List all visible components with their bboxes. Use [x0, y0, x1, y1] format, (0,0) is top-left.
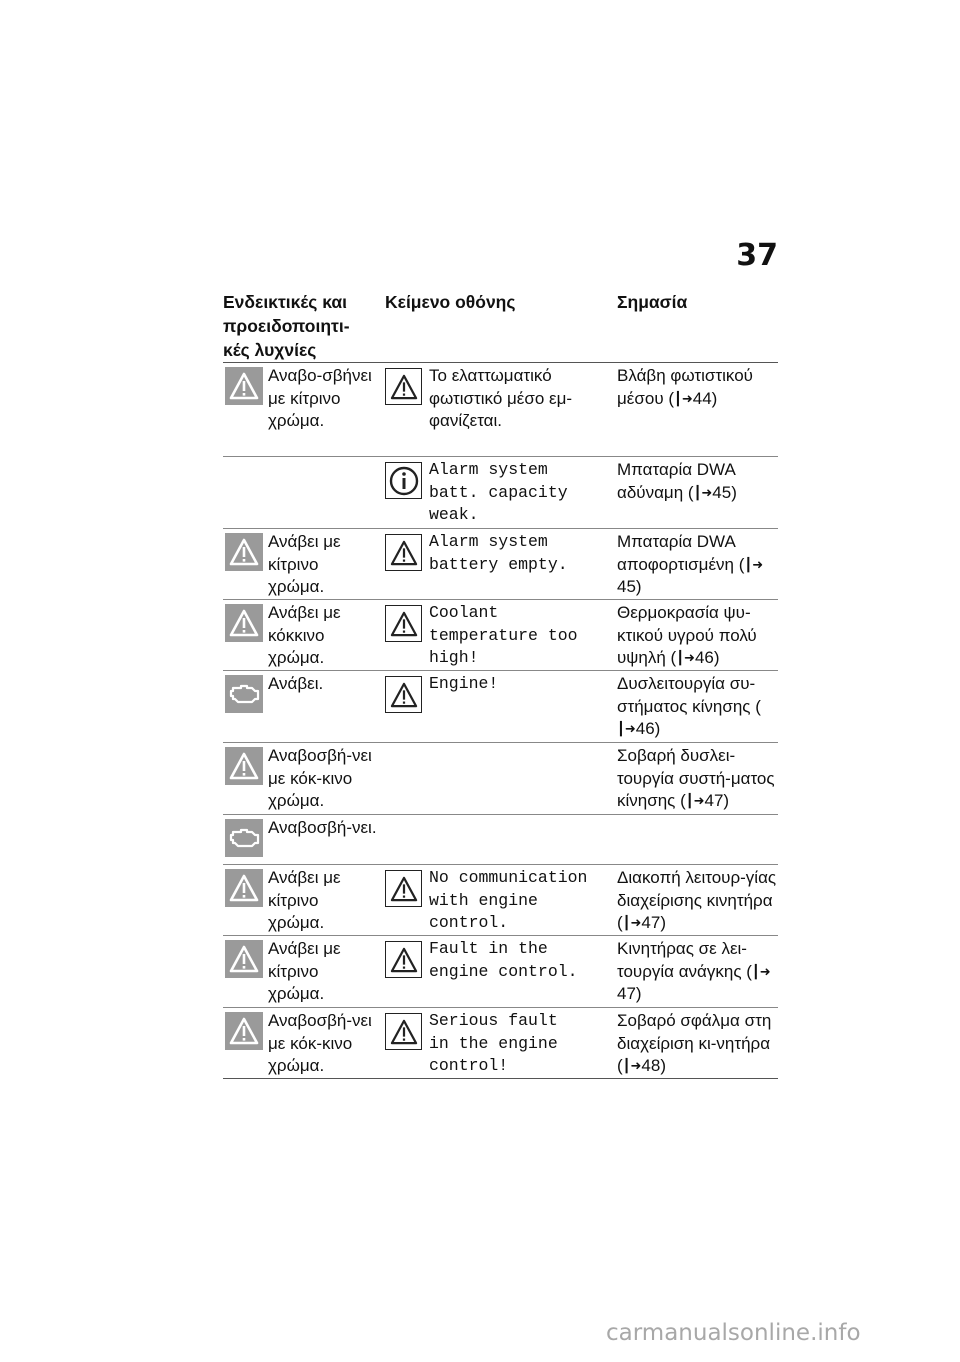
page-reference-link[interactable]: 45): [617, 577, 642, 596]
page-number: 37: [736, 238, 778, 273]
meaning-text: [617, 938, 777, 1006]
meaning-text: [617, 459, 777, 504]
warning-triangle-icon: [225, 604, 263, 642]
lamp-description: Αναβοσβή-νει με κόκ-κινο χρώμα.: [268, 746, 372, 810]
display-text: Το ελαττωματικό φωτιστικό μέσο εμ-φανίζεται.: [429, 366, 573, 430]
table-row: [223, 599, 778, 670]
display-text: Engine!: [429, 674, 499, 693]
warning-triangle-icon: [385, 941, 422, 978]
page-reference-link[interactable]: 44): [692, 388, 718, 408]
indicator-table: [223, 290, 778, 1079]
lamp-description: Ανάβει με κόκκινο χρώμα.: [268, 603, 341, 667]
page-reference-arrow-icon: ┃➜: [676, 650, 695, 665]
table-row: [223, 814, 778, 864]
display-text: Coolant temperature too high!: [429, 603, 578, 667]
page-reference-arrow-icon: ┃➜: [622, 915, 642, 930]
display-text: Serious fault in the engine control!: [429, 1011, 558, 1075]
page-reference-arrow-icon: ┃➜: [685, 793, 705, 808]
info-icon: [385, 462, 422, 499]
meaning-label: Μπαταρία DWA αποφορτισμένη (: [617, 532, 745, 574]
engine-icon: [225, 675, 263, 713]
meaning-label: Διακοπή λειτουρ-γίας διαχείρισης κινητήρα (: [617, 868, 777, 932]
warning-triangle-icon: [385, 368, 422, 405]
page-reference-link[interactable]: 47): [617, 984, 642, 1003]
meaning-label: Δυσλειτουργία συ-στήματος κίνησης (: [617, 674, 761, 716]
warning-triangle-icon: [385, 1013, 422, 1050]
meaning-text: [617, 867, 777, 935]
table-row: [223, 362, 778, 456]
lamp-description: Ανάβει με κίτρινο χρώμα.: [268, 868, 341, 932]
meaning-text: [617, 745, 777, 813]
table-row: [223, 864, 778, 935]
meaning-label: Κινητήρας σε λει-τουργία ανάγκης (: [617, 939, 752, 981]
lamp-description: Ανάβει με κίτρινο χρώμα.: [268, 532, 341, 596]
page-reference-link[interactable]: 47): [704, 791, 730, 810]
lamp-description: Αναβοσβή-νει.: [268, 818, 377, 837]
page-reference-link[interactable]: 46): [694, 648, 720, 667]
column-header-display-text: Κείμενο οθόνης: [385, 292, 516, 312]
page-reference-arrow-icon: ┃➜: [751, 963, 771, 979]
lamp-description: Ανάβει με κίτρινο χρώμα.: [268, 939, 341, 1003]
meaning-text: [617, 365, 777, 410]
lamp-description: Αναβοσβή-νει με κόκ-κινο χρώμα.: [268, 1011, 372, 1075]
table-header: [223, 290, 778, 362]
warning-triangle-icon: [225, 869, 263, 907]
table-row: [223, 456, 778, 528]
meaning-label: Θερμοκρασία ψυ-κτικού υγρού πολύ υψηλή (: [617, 603, 757, 667]
display-text: No communication with engine control.: [429, 868, 588, 932]
table-row: [223, 935, 778, 1007]
meaning-label: Βλάβη φωτιστικού μέσου (: [617, 366, 753, 408]
warning-triangle-icon: [225, 367, 263, 405]
table-row: [223, 528, 778, 599]
display-text: Alarm system batt. capacity weak.: [429, 460, 568, 524]
warning-triangle-icon: [225, 1012, 263, 1050]
warning-triangle-icon: [385, 870, 422, 907]
warning-triangle-icon: [225, 533, 263, 571]
meaning-text: [617, 531, 777, 599]
display-text: Alarm system battery empty.: [429, 532, 568, 574]
page-reference-link[interactable]: 48): [641, 1056, 666, 1075]
page-reference-arrow-icon: ┃➜: [693, 484, 713, 500]
page-reference-link[interactable]: 45): [712, 482, 737, 502]
warning-triangle-icon: [385, 605, 422, 642]
page-reference-arrow-icon: ┃➜: [617, 721, 636, 736]
lamp-description: Αναβο-σβήνει με κίτρινο χρώμα.: [268, 366, 372, 430]
column-header-lamps: Ενδεικτικές και προειδοποιητι-κές λυχνίες: [223, 292, 350, 360]
meaning-text: [617, 673, 777, 741]
meaning-text: [617, 602, 777, 670]
page-reference-link[interactable]: 47): [641, 913, 666, 932]
table-row: [223, 742, 778, 814]
meaning-label: Σοβαρή δυσλει-τουργία συστή-ματος κίνησης (: [617, 746, 775, 810]
meaning-text: [617, 1010, 777, 1078]
warning-triangle-icon: [385, 676, 422, 713]
column-header-meaning: Σημασία: [617, 292, 688, 312]
warning-triangle-icon: [385, 534, 422, 571]
table-row: [223, 670, 778, 742]
page-reference-link[interactable]: 46): [635, 719, 661, 738]
warning-triangle-icon: [225, 747, 263, 785]
warning-triangle-icon: [225, 940, 263, 978]
page-reference-arrow-icon: ┃➜: [744, 556, 764, 572]
lamp-description: Ανάβει.: [268, 674, 324, 693]
meaning-label: Μπαταρία DWA αδύναμη (: [617, 460, 735, 502]
page-reference-arrow-icon: ┃➜: [622, 1058, 642, 1073]
page-reference-arrow-icon: ┃➜: [674, 390, 693, 406]
watermark: carmanualsonline.info: [606, 1320, 861, 1346]
meaning-label: Σοβαρό σφάλμα στη διαχείριση κι-νητήρα (: [617, 1011, 772, 1075]
table-row: [223, 1007, 778, 1079]
display-text: Fault in the engine control.: [429, 939, 578, 981]
engine-icon: [225, 819, 263, 857]
